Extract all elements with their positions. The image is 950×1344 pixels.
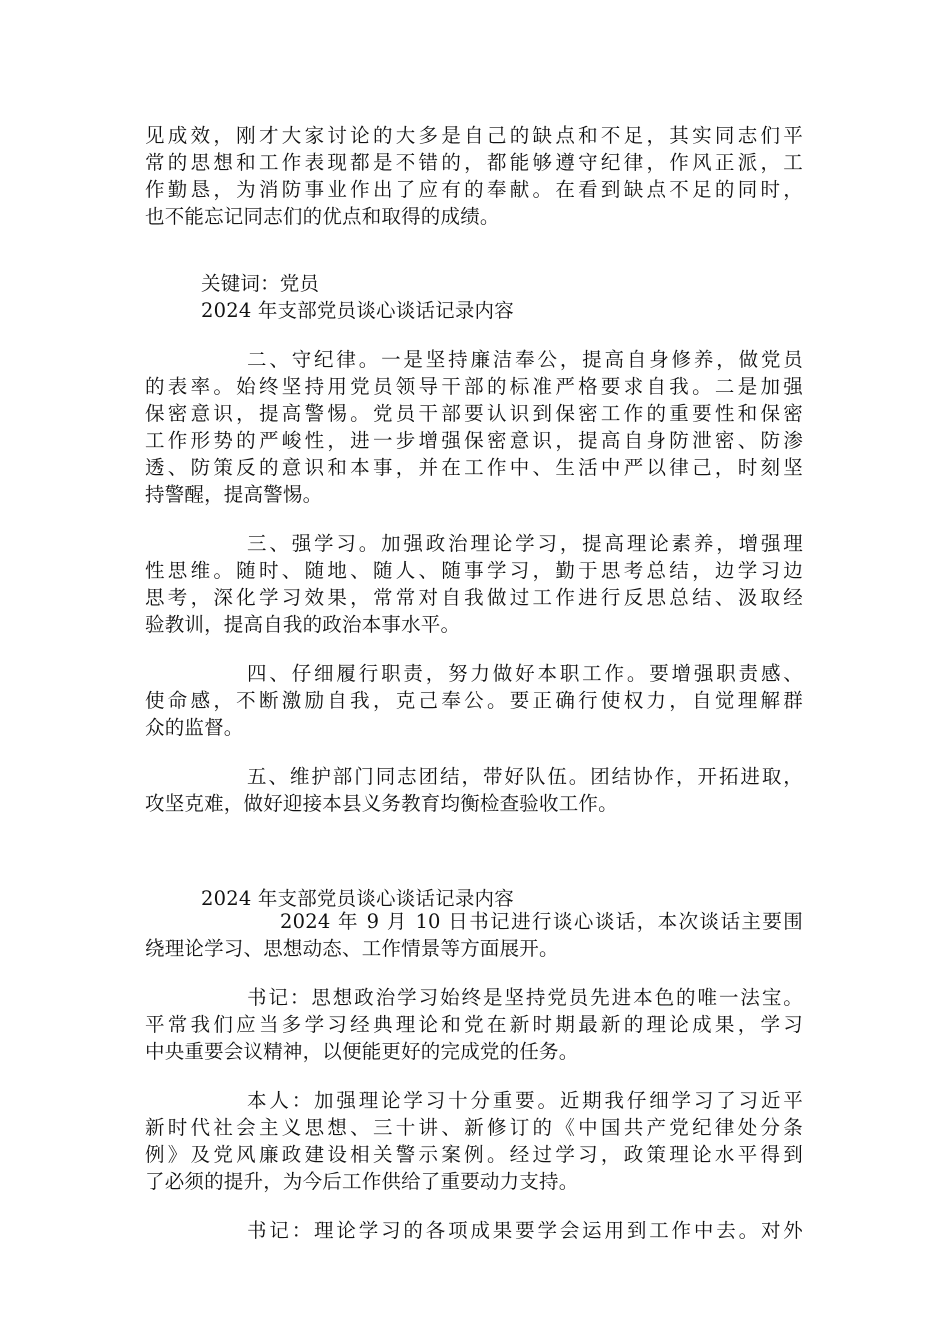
self-1-line-3: 例》及党风廉政建设相关警示案例。经过学习，政策理论水平得到 xyxy=(145,1143,803,1166)
section-3-line-1: 三、强学习。加强政治理论学习，提高理论素养，增强理 xyxy=(247,532,803,555)
meeting-intro-line-1: 2024 年 9 月 10 日书记进行谈心谈话，本次谈话主要围 xyxy=(280,910,803,933)
section-4-line-2: 使命感，不断激励自我，克己奉公。要正确行使权力，自觉理解群 xyxy=(145,689,803,712)
secretary-1-line-1: 书记：思想政治学习始终是坚持党员先进本色的唯一法宝。 xyxy=(247,986,803,1009)
secretary-2-line-1: 书记：理论学习的各项成果要学会运用到工作中去。对外 xyxy=(247,1219,803,1242)
section-4-line-3: 众的监督。 xyxy=(145,716,244,739)
section-3-line-2: 性思维。随时、随地、随人、随事学习，勤于思考总结，边学习边 xyxy=(145,559,803,582)
self-1-line-1: 本人：加强理论学习十分重要。近期我仔细学习了习近平 xyxy=(247,1089,803,1112)
meeting-intro-line-2: 绕理论学习、思想动态、工作情景等方面展开。 xyxy=(145,937,559,960)
self-1-line-4: 了必须的提升，为今后工作供给了重要动力支持。 xyxy=(145,1170,579,1193)
section-2-line-5: 透、防策反的意识和本事，并在工作中、生活中严以律己，时刻坚 xyxy=(145,456,803,479)
section-5-line-1: 五、维护部门同志团结，带好队伍。团结协作，开拓进取， xyxy=(247,765,803,788)
section-3-line-4: 验教训，提高自我的政治本事水平。 xyxy=(145,613,461,636)
document-title: 2024 年支部党员谈心谈话记录内容 xyxy=(201,299,514,322)
self-1-line-2: 新时代社会主义思想、三十讲、新修订的《中国共产党纪律处分条 xyxy=(145,1116,803,1139)
section-2-line-1: 二、守纪律。一是坚持廉洁奉公，提高自身修养，做党员 xyxy=(247,348,803,371)
section-4-line-1: 四、仔细履行职责，努力做好本职工作。要增强职责感、 xyxy=(247,662,803,685)
secretary-1-line-3: 中央重要会议精神，以便能更好的完成党的任务。 xyxy=(145,1040,579,1063)
intro-line-2: 常的思想和工作表现都是不错的，都能够遵守纪律，作风正派，工 xyxy=(145,151,803,174)
intro-line-4: 也不能忘记同志们的优点和取得的成绩。 xyxy=(145,205,500,228)
document-title-2: 2024 年支部党员谈心谈话记录内容 xyxy=(201,887,514,910)
section-2-line-2: 的表率。始终坚持用党员领导干部的标准严格要求自我。二是加强 xyxy=(145,375,803,398)
section-2-line-3: 保密意识，提高警惕。党员干部要认识到保密工作的重要性和保密 xyxy=(145,402,803,425)
section-2-line-4: 工作形势的严峻性，进一步增强保密意识，提高自身防泄密、防渗 xyxy=(145,429,803,452)
keywords-label: 关键词：党员 xyxy=(201,272,320,295)
intro-line-3: 作勤恳，为消防事业作出了应有的奉献。在看到缺点不足的同时， xyxy=(145,178,803,201)
section-2-line-6: 持警醒，提高警惕。 xyxy=(145,483,323,506)
intro-line-1: 见成效，刚才大家讨论的大多是自己的缺点和不足，其实同志们平 xyxy=(145,124,803,147)
section-5-line-2: 攻坚克难，做好迎接本县义务教育均衡检查验收工作。 xyxy=(145,792,618,815)
secretary-1-line-2: 平常我们应当多学习经典理论和党在新时期最新的理论成果，学习 xyxy=(145,1013,803,1036)
section-3-line-3: 思考，深化学习效果，常常对自我做过工作进行反思总结、汲取经 xyxy=(145,586,803,609)
